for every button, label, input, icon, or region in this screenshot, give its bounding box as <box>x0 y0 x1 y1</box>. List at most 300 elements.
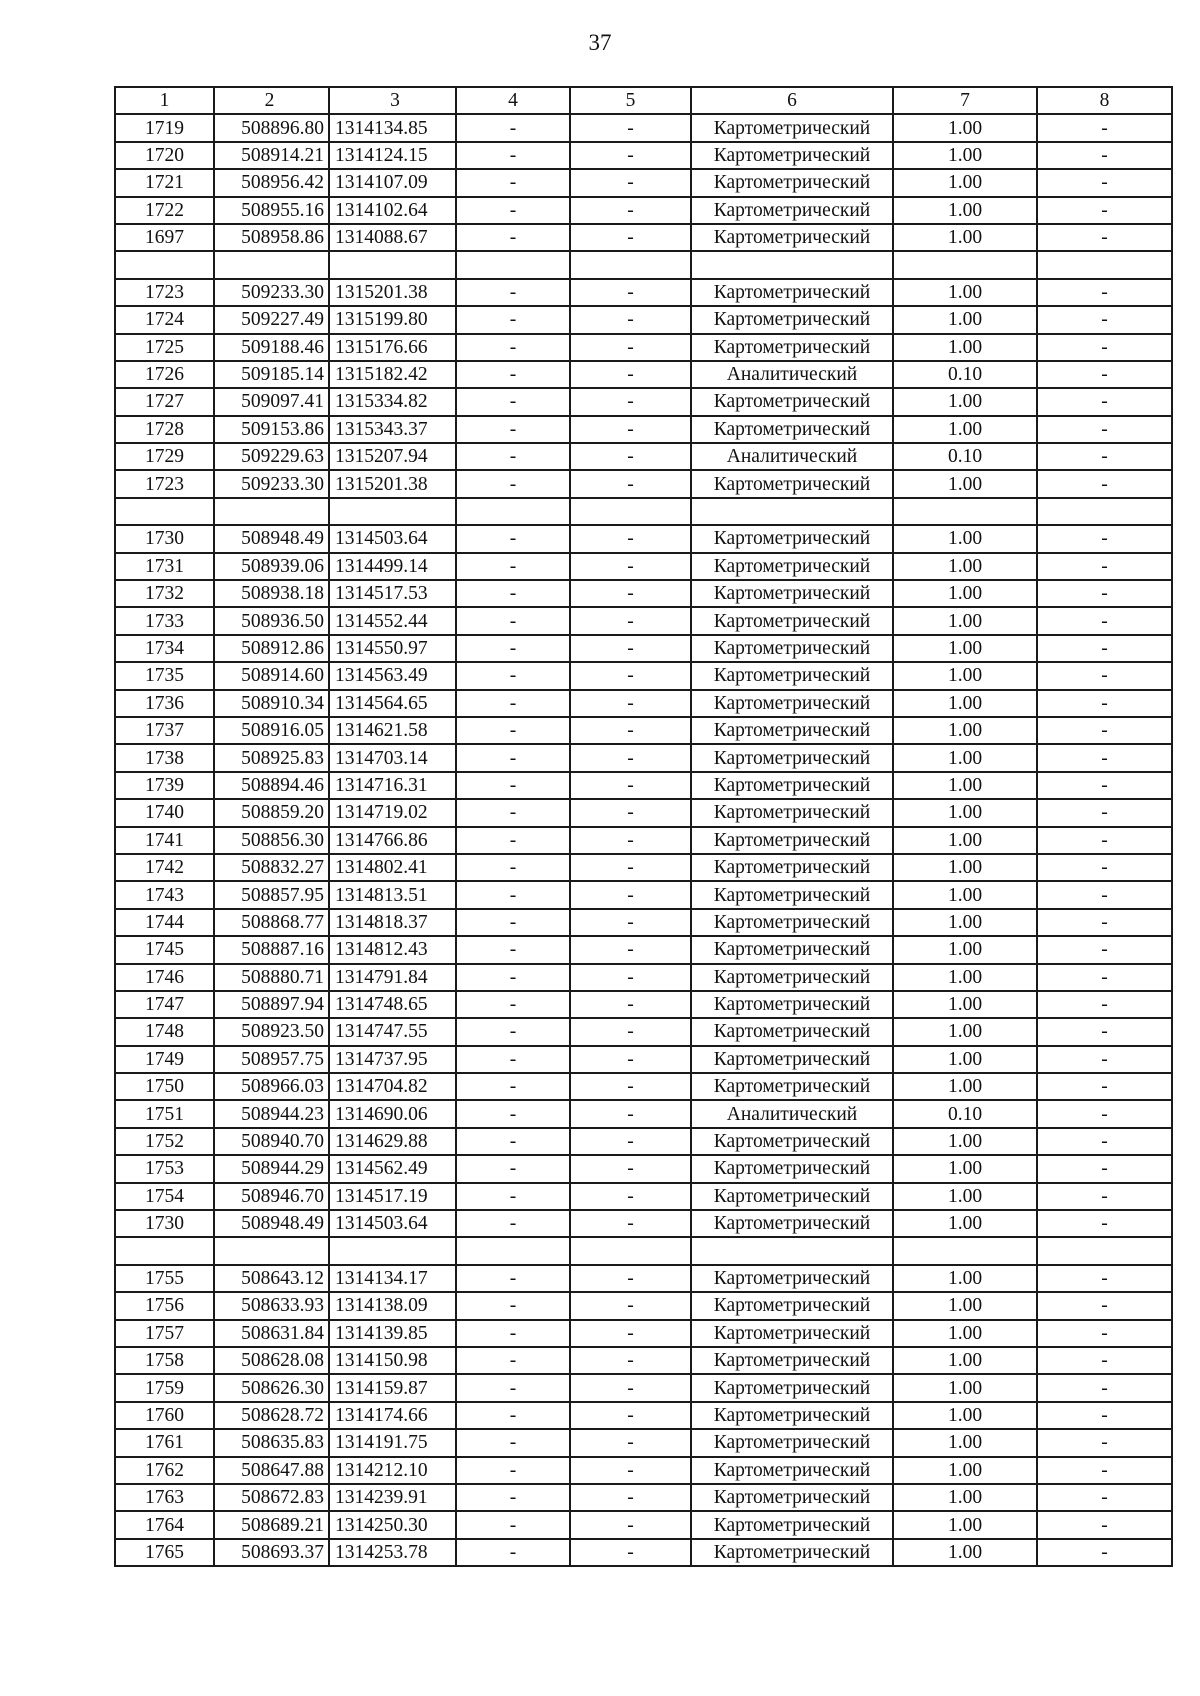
table-row <box>115 1511 1172 1538</box>
table-row <box>115 470 1172 497</box>
table-cell-col-7: 1.00 <box>893 1073 1037 1100</box>
table-cell-col-6: Картометрический <box>691 169 893 196</box>
table-cell-col-3: 1314107.09 <box>329 169 456 196</box>
table-cell-col-8: - <box>1037 1128 1172 1155</box>
table-cell-col-4: - <box>456 662 570 689</box>
table-cell-col-5 <box>570 1237 691 1264</box>
table-cell-col-7 <box>893 498 1037 525</box>
table-row <box>115 1100 1172 1127</box>
table-cell-col-1: 1728 <box>115 416 214 443</box>
table-cell-col-7: 1.00 <box>893 580 1037 607</box>
table-row <box>115 744 1172 771</box>
table-cell-col-1 <box>115 1237 214 1264</box>
table-cell-col-3: 1314719.02 <box>329 799 456 826</box>
table-cell-col-7: 1.00 <box>893 224 1037 251</box>
table-row <box>115 1128 1172 1155</box>
table-cell-col-8: - <box>1037 690 1172 717</box>
table-cell-col-4: - <box>456 279 570 306</box>
table-cell-col-5: - <box>570 1100 691 1127</box>
table-cell-col-8: - <box>1037 1511 1172 1538</box>
table-cell-col-7: 1.00 <box>893 964 1037 991</box>
table-cell-col-6: Картометрический <box>691 827 893 854</box>
table-cell-col-3: 1315201.38 <box>329 470 456 497</box>
table-cell-col-6: Картометрический <box>691 635 893 662</box>
table-cell-col-8: - <box>1037 744 1172 771</box>
table-cell-col-7: 1.00 <box>893 854 1037 881</box>
table-cell-col-6: Картометрический <box>691 224 893 251</box>
table-cell-col-5: - <box>570 1374 691 1401</box>
table-cell-col-6: Картометрический <box>691 1155 893 1182</box>
table-cell-col-8: - <box>1037 909 1172 936</box>
table-cell-col-3: 1314139.85 <box>329 1320 456 1347</box>
table-cell-col-1: 1749 <box>115 1046 214 1073</box>
table-row <box>115 1292 1172 1319</box>
table-cell-col-4: - <box>456 1347 570 1374</box>
column-header-5: 5 <box>570 87 691 114</box>
table-cell-col-3: 1314704.82 <box>329 1073 456 1100</box>
table-cell-col-3: 1315334.82 <box>329 388 456 415</box>
table-row <box>115 936 1172 963</box>
table-cell-col-7: 1.00 <box>893 936 1037 963</box>
table-cell-col-3: 1314621.58 <box>329 717 456 744</box>
table-cell-col-2: 508940.70 <box>214 1128 329 1155</box>
table-row <box>115 1484 1172 1511</box>
table-cell-col-8: - <box>1037 142 1172 169</box>
table-cell-col-2: 508916.05 <box>214 717 329 744</box>
table-cell-col-5: - <box>570 690 691 717</box>
table-row <box>115 251 1172 278</box>
table-cell-col-4: - <box>456 854 570 881</box>
table-cell-col-8: - <box>1037 1347 1172 1374</box>
table-row <box>115 224 1172 251</box>
table-cell-col-2: 508948.49 <box>214 1210 329 1237</box>
table-cell-col-1 <box>115 498 214 525</box>
page-number: 37 <box>588 30 612 55</box>
table-cell-col-7: 1.00 <box>893 1183 1037 1210</box>
table-cell-col-1: 1736 <box>115 690 214 717</box>
table-row <box>115 964 1172 991</box>
table-cell-col-2: 509185.14 <box>214 361 329 388</box>
table-cell-col-7: 1.00 <box>893 334 1037 361</box>
table-header-row <box>115 87 1172 114</box>
table-cell-col-7: 1.00 <box>893 1018 1037 1045</box>
table-cell-col-1: 1721 <box>115 169 214 196</box>
table-cell-col-4: - <box>456 690 570 717</box>
table-cell-col-5: - <box>570 1073 691 1100</box>
table-cell-col-8 <box>1037 251 1172 278</box>
table-cell-col-1: 1744 <box>115 909 214 936</box>
table-cell-col-1: 1759 <box>115 1374 214 1401</box>
table-cell-col-6: Картометрический <box>691 1320 893 1347</box>
table-cell-col-2: 508672.83 <box>214 1484 329 1511</box>
table-cell-col-6: Картометрический <box>691 1347 893 1374</box>
table-cell-col-7: 1.00 <box>893 197 1037 224</box>
table-cell-col-1: 1723 <box>115 279 214 306</box>
table-cell-col-8: - <box>1037 607 1172 634</box>
table-cell-col-8: - <box>1037 717 1172 744</box>
table-cell-col-7: 1.00 <box>893 1128 1037 1155</box>
column-header-2: 2 <box>214 87 329 114</box>
table-cell-col-3: 1314138.09 <box>329 1292 456 1319</box>
table-cell-col-7: 1.00 <box>893 1484 1037 1511</box>
table-cell-col-5: - <box>570 799 691 826</box>
table-cell-col-1: 1743 <box>115 881 214 908</box>
table-cell-col-3: 1314134.17 <box>329 1265 456 1292</box>
table-cell-col-8: - <box>1037 772 1172 799</box>
table-cell-col-4: - <box>456 470 570 497</box>
table-cell-col-4: - <box>456 635 570 662</box>
table-row <box>115 717 1172 744</box>
table-cell-col-6: Картометрический <box>691 1183 893 1210</box>
table-cell-col-8: - <box>1037 991 1172 1018</box>
table-cell-col-3: 1314629.88 <box>329 1128 456 1155</box>
table-cell-col-5: - <box>570 279 691 306</box>
table-cell-col-1: 1757 <box>115 1320 214 1347</box>
table-cell-col-2: 508868.77 <box>214 909 329 936</box>
table-cell-col-2: 508894.46 <box>214 772 329 799</box>
table-cell-col-8: - <box>1037 799 1172 826</box>
table-cell-col-3: 1315199.80 <box>329 306 456 333</box>
table-cell-col-1: 1720 <box>115 142 214 169</box>
table-cell-col-1: 1730 <box>115 525 214 552</box>
table-cell-col-3: 1315201.38 <box>329 279 456 306</box>
table-cell-col-1: 1753 <box>115 1155 214 1182</box>
table-row <box>115 1402 1172 1429</box>
table-cell-col-4: - <box>456 142 570 169</box>
table-cell-col-8: - <box>1037 388 1172 415</box>
table-cell-col-4: - <box>456 306 570 333</box>
table-cell-col-7: 1.00 <box>893 1374 1037 1401</box>
table-cell-col-5: - <box>570 1046 691 1073</box>
table-cell-col-7: 1.00 <box>893 1457 1037 1484</box>
table-cell-col-2: 508912.86 <box>214 635 329 662</box>
table-cell-col-6: Картометрический <box>691 388 893 415</box>
table-cell-col-1: 1727 <box>115 388 214 415</box>
table-cell-col-3: 1314088.67 <box>329 224 456 251</box>
table-cell-col-4: - <box>456 1210 570 1237</box>
table-cell-col-5: - <box>570 936 691 963</box>
table-cell-col-8: - <box>1037 525 1172 552</box>
table-cell-col-5: - <box>570 361 691 388</box>
table-cell-col-2: 508689.21 <box>214 1511 329 1538</box>
table-cell-col-5: - <box>570 443 691 470</box>
table-cell-col-1: 1740 <box>115 799 214 826</box>
table-cell-col-4: - <box>456 1320 570 1347</box>
table-cell-col-5: - <box>570 1539 691 1566</box>
table-cell-col-3: 1314159.87 <box>329 1374 456 1401</box>
table-cell-col-4 <box>456 1237 570 1264</box>
table-cell-col-1: 1737 <box>115 717 214 744</box>
table-cell-col-8 <box>1037 1237 1172 1264</box>
table-cell-col-3: 1314813.51 <box>329 881 456 908</box>
table-cell-col-2: 508647.88 <box>214 1457 329 1484</box>
table-cell-col-7: 1.00 <box>893 470 1037 497</box>
table-row <box>115 416 1172 443</box>
column-header-6: 6 <box>691 87 893 114</box>
table-cell-col-1: 1722 <box>115 197 214 224</box>
table-cell-col-3: 1314703.14 <box>329 744 456 771</box>
table-cell-col-7: 1.00 <box>893 169 1037 196</box>
table-cell-col-2: 508626.30 <box>214 1374 329 1401</box>
table-cell-col-5: - <box>570 1155 691 1182</box>
table-cell-col-3: 1314747.55 <box>329 1018 456 1045</box>
table-cell-col-1: 1726 <box>115 361 214 388</box>
table-cell-col-8: - <box>1037 553 1172 580</box>
table-cell-col-6: Картометрический <box>691 991 893 1018</box>
table-cell-col-4: - <box>456 361 570 388</box>
table-cell-col-8: - <box>1037 306 1172 333</box>
table-cell-col-4: - <box>456 936 570 963</box>
table-cell-col-3: 1315182.42 <box>329 361 456 388</box>
table-body <box>115 114 1172 1566</box>
table-cell-col-8: - <box>1037 334 1172 361</box>
table-cell-col-1: 1760 <box>115 1402 214 1429</box>
table-cell-col-6: Картометрический <box>691 334 893 361</box>
table-cell-col-2: 508856.30 <box>214 827 329 854</box>
table-cell-col-2: 508693.37 <box>214 1539 329 1566</box>
table-row <box>115 690 1172 717</box>
table-cell-col-7 <box>893 251 1037 278</box>
table-cell-col-6 <box>691 1237 893 1264</box>
table-cell-col-2: 509229.63 <box>214 443 329 470</box>
table-cell-col-7: 1.00 <box>893 1292 1037 1319</box>
table-row <box>115 498 1172 525</box>
table-cell-col-5: - <box>570 827 691 854</box>
table-cell-col-6: Картометрический <box>691 580 893 607</box>
table-cell-col-8: - <box>1037 1484 1172 1511</box>
table-row <box>115 1374 1172 1401</box>
table-cell-col-2: 508925.83 <box>214 744 329 771</box>
table-cell-col-4: - <box>456 964 570 991</box>
table-cell-col-7: 1.00 <box>893 881 1037 908</box>
table-cell-col-7: 1.00 <box>893 744 1037 771</box>
table-cell-col-4: - <box>456 1539 570 1566</box>
table-cell-col-8: - <box>1037 1539 1172 1566</box>
table-cell-col-6 <box>691 498 893 525</box>
table-cell-col-6: Картометрический <box>691 1210 893 1237</box>
table-cell-col-2: 508944.23 <box>214 1100 329 1127</box>
table-cell-col-1: 1723 <box>115 470 214 497</box>
table-cell-col-5: - <box>570 525 691 552</box>
table-cell-col-1: 1697 <box>115 224 214 251</box>
table-cell-col-1: 1732 <box>115 580 214 607</box>
table-cell-col-3: 1314102.64 <box>329 197 456 224</box>
table-row <box>115 1539 1172 1566</box>
table-row <box>115 580 1172 607</box>
table-cell-col-5: - <box>570 881 691 908</box>
table-row <box>115 1210 1172 1237</box>
table-cell-col-3: 1314737.95 <box>329 1046 456 1073</box>
table-cell-col-3: 1314802.41 <box>329 854 456 881</box>
table-cell-col-3: 1314818.37 <box>329 909 456 936</box>
table-cell-col-4: - <box>456 388 570 415</box>
table-row <box>115 334 1172 361</box>
table-cell-col-2: 508896.80 <box>214 114 329 141</box>
table-cell-col-1 <box>115 251 214 278</box>
table-cell-col-8: - <box>1037 416 1172 443</box>
table-cell-col-6: Картометрический <box>691 142 893 169</box>
table-cell-col-8: - <box>1037 1073 1172 1100</box>
table-cell-col-3: 1315176.66 <box>329 334 456 361</box>
table-cell-col-5: - <box>570 114 691 141</box>
table-cell-col-3: 1314239.91 <box>329 1484 456 1511</box>
table-cell-col-5: - <box>570 142 691 169</box>
table-cell-col-2: 508910.34 <box>214 690 329 717</box>
table-row <box>115 1457 1172 1484</box>
table-cell-col-5: - <box>570 717 691 744</box>
table-cell-col-5: - <box>570 169 691 196</box>
table-cell-col-4: - <box>456 580 570 607</box>
table-cell-col-2: 508914.60 <box>214 662 329 689</box>
table-cell-col-2: 508958.86 <box>214 224 329 251</box>
table-cell-col-3: 1314150.98 <box>329 1347 456 1374</box>
table-cell-col-3: 1314812.43 <box>329 936 456 963</box>
table-cell-col-6: Картометрический <box>691 744 893 771</box>
table-cell-col-8: - <box>1037 1292 1172 1319</box>
table-cell-col-4: - <box>456 334 570 361</box>
table-cell-col-3: 1314212.10 <box>329 1457 456 1484</box>
table-row <box>115 635 1172 662</box>
table-cell-col-4: - <box>456 1046 570 1073</box>
table-cell-col-2: 508948.49 <box>214 525 329 552</box>
table-cell-col-7: 0.10 <box>893 1100 1037 1127</box>
table-cell-col-6: Картометрический <box>691 1457 893 1484</box>
table-cell-col-4: - <box>456 1374 570 1401</box>
table-cell-col-6: Картометрический <box>691 854 893 881</box>
table-cell-col-5: - <box>570 909 691 936</box>
table-cell-col-7: 1.00 <box>893 909 1037 936</box>
table-cell-col-1: 1735 <box>115 662 214 689</box>
table-cell-col-5: - <box>570 1402 691 1429</box>
table-cell-col-3: 1314690.06 <box>329 1100 456 1127</box>
table-row <box>115 827 1172 854</box>
table-row <box>115 1347 1172 1374</box>
table-cell-col-2: 508897.94 <box>214 991 329 1018</box>
table-cell-col-7: 1.00 <box>893 525 1037 552</box>
table-cell-col-8: - <box>1037 936 1172 963</box>
table-cell-col-6: Картометрический <box>691 690 893 717</box>
table-cell-col-2: 508955.16 <box>214 197 329 224</box>
table-cell-col-5: - <box>570 1484 691 1511</box>
table-cell-col-3: 1314134.85 <box>329 114 456 141</box>
table-cell-col-1: 1756 <box>115 1292 214 1319</box>
table-cell-col-6: Аналитический <box>691 361 893 388</box>
table-cell-col-4: - <box>456 1429 570 1456</box>
table-cell-col-4: - <box>456 772 570 799</box>
table-cell-col-1: 1745 <box>115 936 214 963</box>
table-cell-col-6: Картометрический <box>691 1402 893 1429</box>
table-cell-col-6: Картометрический <box>691 799 893 826</box>
table-cell-col-8: - <box>1037 279 1172 306</box>
table-cell-col-1: 1741 <box>115 827 214 854</box>
table-cell-col-3: 1314766.86 <box>329 827 456 854</box>
table-cell-col-5: - <box>570 224 691 251</box>
table-cell-col-6: Картометрический <box>691 662 893 689</box>
table-cell-col-4: - <box>456 1402 570 1429</box>
table-cell-col-2: 509233.30 <box>214 279 329 306</box>
table-cell-col-2: 508946.70 <box>214 1183 329 1210</box>
table-cell-col-3: 1314716.31 <box>329 772 456 799</box>
table-cell-col-7: 1.00 <box>893 142 1037 169</box>
table-cell-col-5: - <box>570 772 691 799</box>
table-cell-col-4: - <box>456 169 570 196</box>
table-cell-col-4: - <box>456 717 570 744</box>
table-cell-col-4: - <box>456 909 570 936</box>
table-cell-col-2: 508857.95 <box>214 881 329 908</box>
table-cell-col-8: - <box>1037 964 1172 991</box>
table-cell-col-7: 1.00 <box>893 306 1037 333</box>
table-cell-col-8: - <box>1037 1374 1172 1401</box>
table-cell-col-3: 1314564.65 <box>329 690 456 717</box>
table-cell-col-4: - <box>456 1100 570 1127</box>
table-cell-col-1: 1764 <box>115 1511 214 1538</box>
table-cell-col-6: Картометрический <box>691 1073 893 1100</box>
table-cell-col-4: - <box>456 744 570 771</box>
table-cell-col-3: 1314124.15 <box>329 142 456 169</box>
table-cell-col-3: 1314250.30 <box>329 1511 456 1538</box>
table-cell-col-8: - <box>1037 1210 1172 1237</box>
table-cell-col-6: Картометрический <box>691 1511 893 1538</box>
table-cell-col-4: - <box>456 1265 570 1292</box>
table-cell-col-1: 1751 <box>115 1100 214 1127</box>
table-row <box>115 1237 1172 1264</box>
table-row <box>115 1429 1172 1456</box>
table-cell-col-5: - <box>570 1347 691 1374</box>
table-cell-col-6: Картометрический <box>691 1374 893 1401</box>
table-row <box>115 772 1172 799</box>
table-cell-col-2: 509188.46 <box>214 334 329 361</box>
table-cell-col-8: - <box>1037 169 1172 196</box>
table-cell-col-5: - <box>570 1292 691 1319</box>
table-cell-col-2: 508643.12 <box>214 1265 329 1292</box>
table-cell-col-6: Картометрический <box>691 607 893 634</box>
table-row <box>115 1320 1172 1347</box>
table-cell-col-7: 1.00 <box>893 827 1037 854</box>
table-cell-col-7: 1.00 <box>893 772 1037 799</box>
table-cell-col-8: - <box>1037 1429 1172 1456</box>
table-cell-col-5 <box>570 251 691 278</box>
table-cell-col-1: 1765 <box>115 1539 214 1566</box>
table-cell-col-2: 508633.93 <box>214 1292 329 1319</box>
table-cell-col-5: - <box>570 1210 691 1237</box>
table-row <box>115 991 1172 1018</box>
table-cell-col-6: Картометрический <box>691 1292 893 1319</box>
table-cell-col-7: 1.00 <box>893 1539 1037 1566</box>
table-cell-col-7: 1.00 <box>893 1347 1037 1374</box>
table-cell-col-6: Картометрический <box>691 717 893 744</box>
table-cell-col-4: - <box>456 1128 570 1155</box>
table-cell-col-7: 1.00 <box>893 416 1037 443</box>
table-cell-col-4: - <box>456 443 570 470</box>
table-cell-col-7: 1.00 <box>893 1155 1037 1182</box>
table-cell-col-6 <box>691 251 893 278</box>
table-cell-col-3: 1314503.64 <box>329 1210 456 1237</box>
table-cell-col-7: 1.00 <box>893 1511 1037 1538</box>
table-cell-col-3: 1314517.53 <box>329 580 456 607</box>
table-cell-col-5: - <box>570 964 691 991</box>
table-cell-col-6: Картометрический <box>691 197 893 224</box>
table-cell-col-8: - <box>1037 114 1172 141</box>
table-cell-col-4: - <box>456 827 570 854</box>
table-cell-col-6: Картометрический <box>691 1018 893 1045</box>
column-header-7: 7 <box>893 87 1037 114</box>
table-cell-col-1: 1730 <box>115 1210 214 1237</box>
table-row <box>115 361 1172 388</box>
table-cell-col-1: 1758 <box>115 1347 214 1374</box>
table-cell-col-6: Картометрический <box>691 416 893 443</box>
table-cell-col-2: 508914.21 <box>214 142 329 169</box>
table-row <box>115 443 1172 470</box>
